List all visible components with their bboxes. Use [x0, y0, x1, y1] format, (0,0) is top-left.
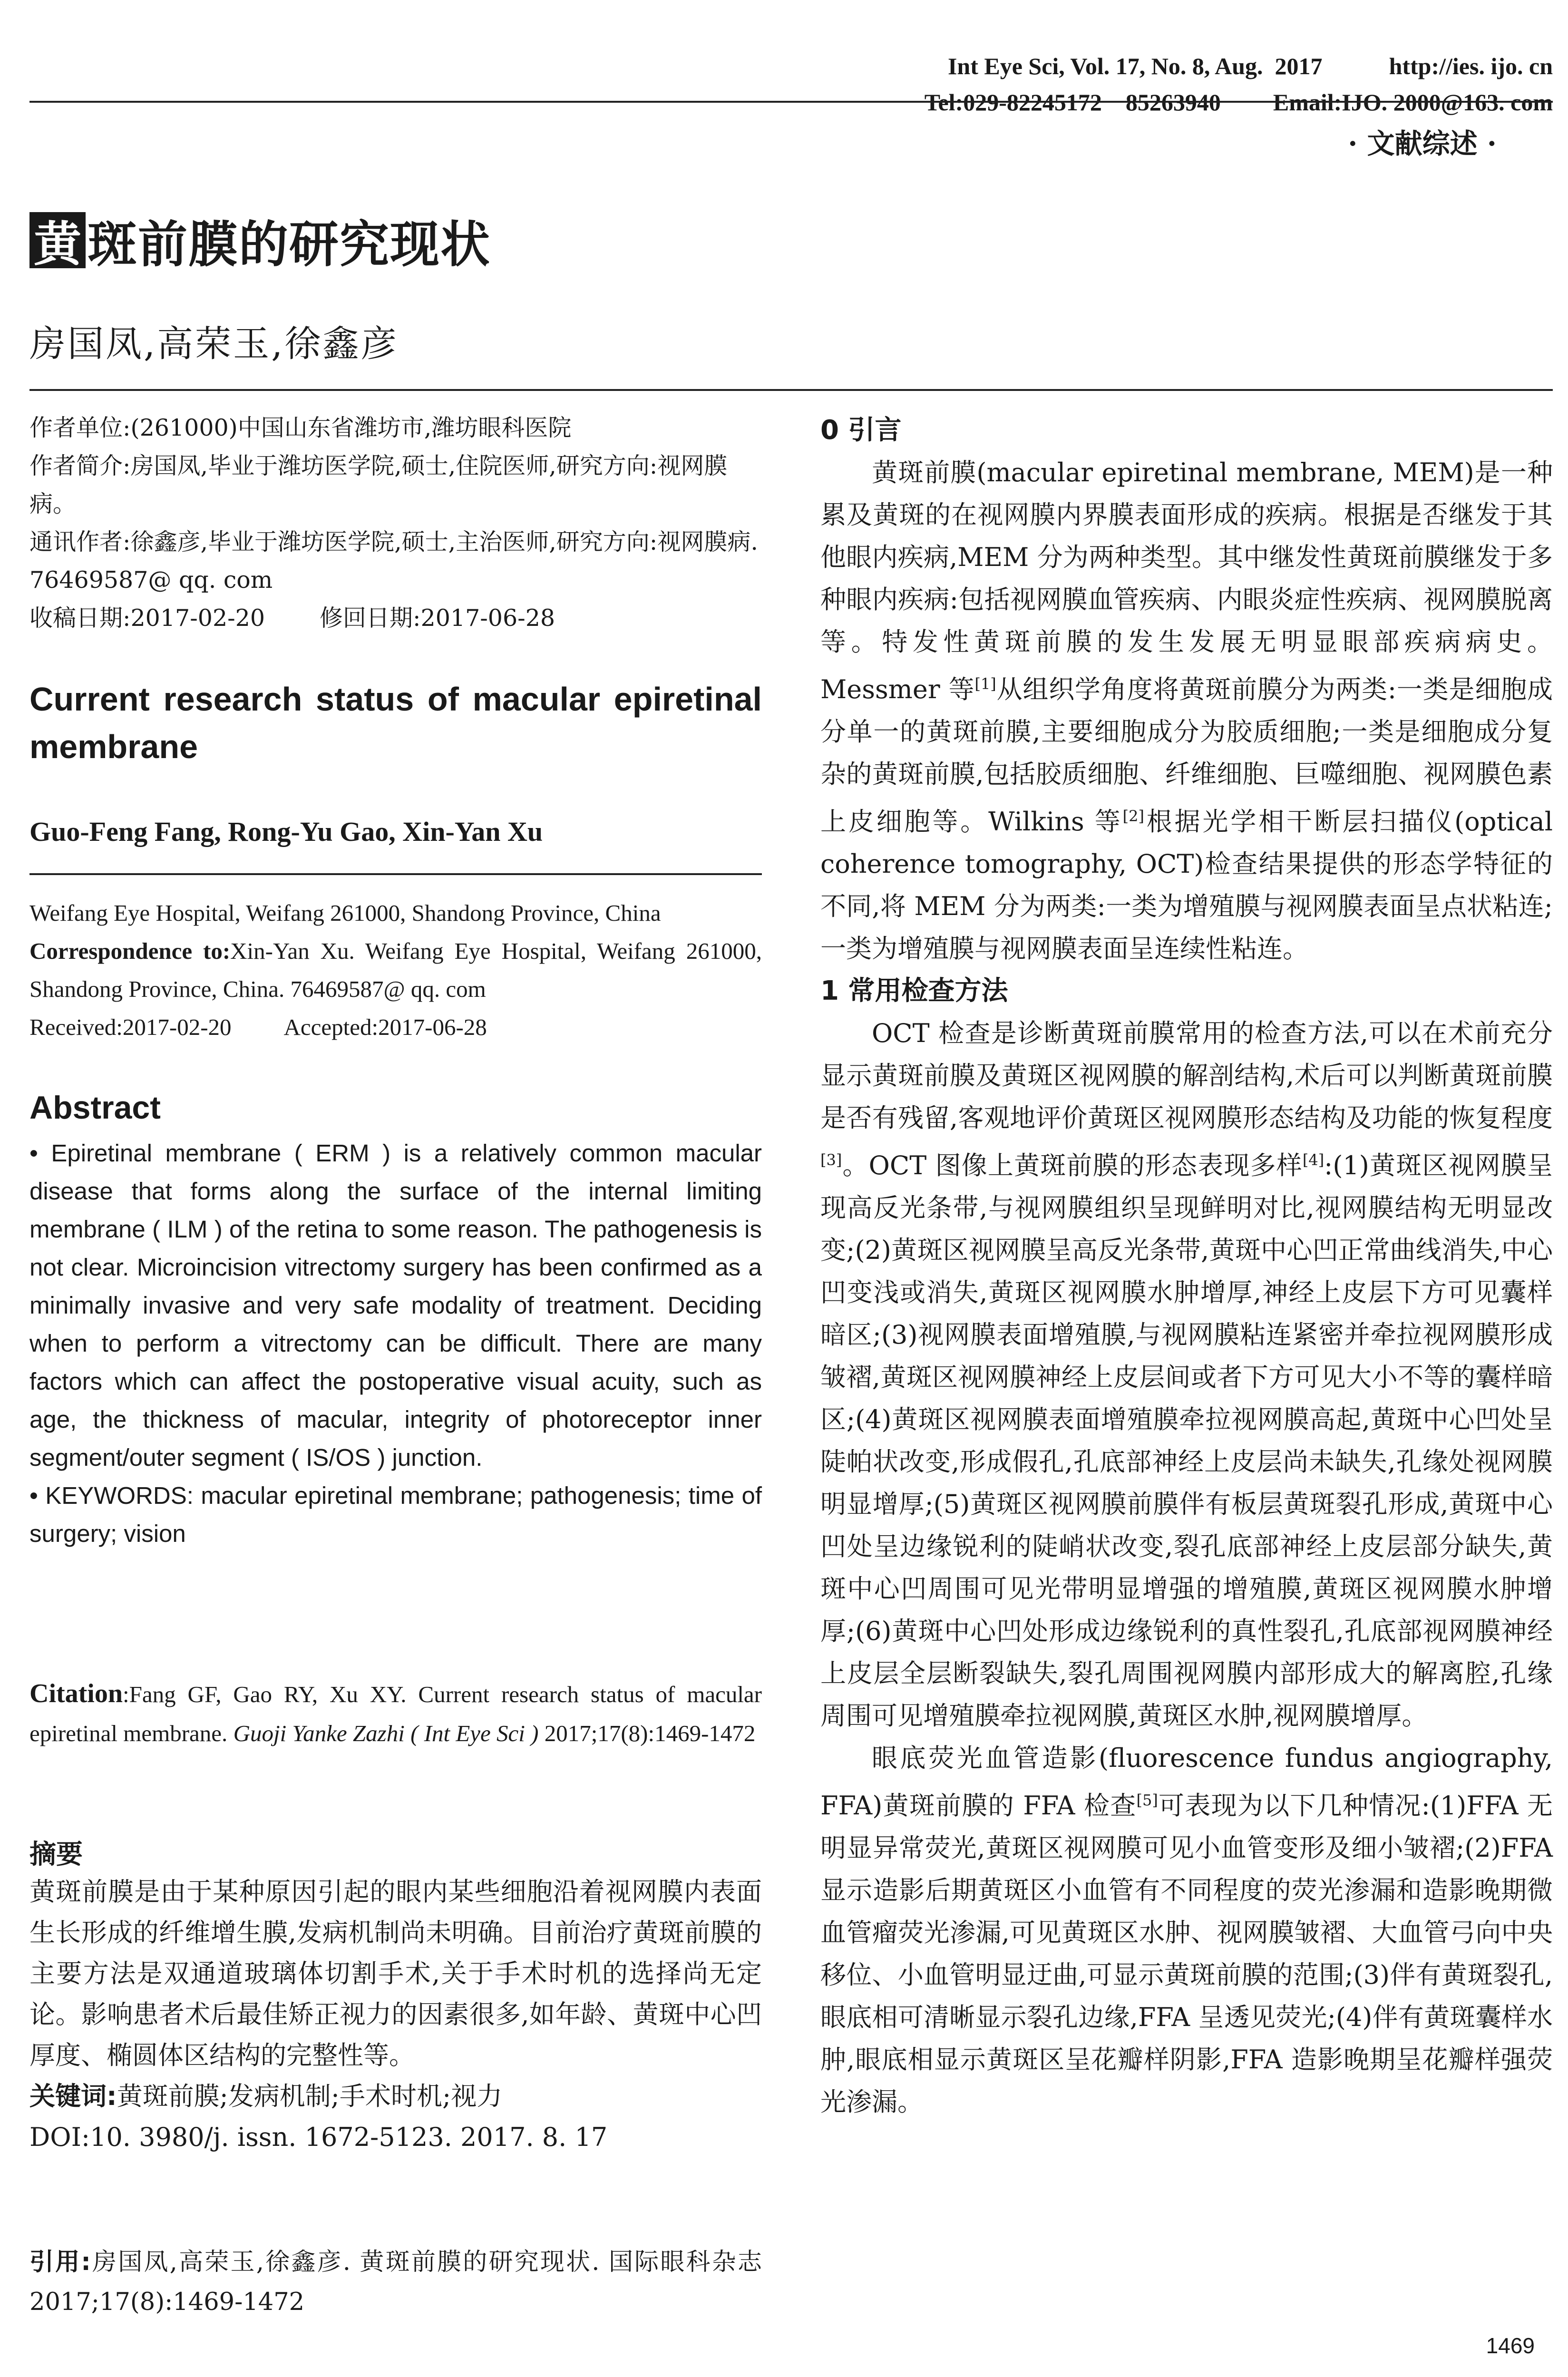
citation-journal: Guoji Yanke Zazhi ( Int Eye Sci ): [233, 1720, 539, 1746]
corresponding-author: 通讯作者:徐鑫彦,毕业于潍坊医学院,硕士,主治医师,研究方向:视网膜病. 76469587@ qq. com: [29, 528, 758, 594]
citation-en: [29, 1674, 762, 1753]
paragraph-text: 。OCT 图像上黄斑前膜的形态表现多样: [842, 1150, 1303, 1180]
title-drop-char: 黄: [29, 212, 86, 268]
accepted-date-en: Accepted:2017-06-28: [283, 1014, 487, 1040]
doi: DOI:10. 3980/j. issn. 1672-5123. 2017. 8. 17: [29, 2122, 608, 2152]
reference-2[interactable]: [2]: [1122, 807, 1144, 825]
author-unit: 作者单位:(261000)中国山东省潍坊市,潍坊眼科医院: [29, 414, 572, 441]
section-heading-intro: 0 引言: [820, 415, 902, 446]
citation-cn: [29, 2242, 762, 2322]
authors-cn: 房国凤,高荣玉,徐鑫彦: [29, 322, 399, 365]
author-info-cn: [29, 409, 762, 637]
abstract-cn-text: 黄斑前膜是由于某种原因引起的眼内某些细胞沿着视网膜内表面生长形成的纤维增生膜,发病机制尚未明确。目前治疗黄斑前膜的主要方法是双通道玻璃体切割手术,关于手术时机的选择尚无定论。影响患者术后最佳矫正视力的因素很多,如年龄、黄斑中心凹厚度、椭圆体区结构的完整性等。: [29, 1877, 762, 2070]
correspondence-text: Xin-Yan Xu. Weifang Eye Hospital, Weifang 261000, Shandong Province, China. 76469587@ qq. com: [29, 938, 762, 1002]
reference-4[interactable]: [4]: [1302, 1151, 1325, 1169]
revised-date-cn: 修回日期:2017-06-28: [320, 604, 555, 632]
dates-en: [29, 1008, 762, 1046]
abstract-body: [29, 1134, 762, 1553]
author-info-en: [29, 894, 762, 1046]
paragraph-ffa: [820, 1737, 1553, 2123]
abstract-cn-heading: 摘要: [29, 1839, 83, 1870]
english-title: Current research status of macular epiretinal membrane: [29, 681, 762, 765]
keywords-cn-text: 黄斑前膜;发病机制;手术时机;视力: [117, 2081, 503, 2111]
citation-tail: 2017;17(8):1469-1472: [544, 1720, 756, 1746]
section-heading-methods: 1 常用检查方法: [820, 975, 1008, 1006]
title-text: 斑前膜的研究现状: [88, 215, 491, 273]
header-rule: [29, 101, 1553, 103]
english-authors: Guo-Feng Fang, Rong-Yu Gao, Xin-Yan Xu: [29, 816, 543, 847]
reference-1[interactable]: [1]: [974, 675, 996, 693]
paragraph-oct: [820, 1012, 1553, 1737]
paragraph-text: :(1)黄斑区视网膜呈现高反光条带,与视网膜组织呈现鲜明对比,视网膜结构无明显改变;(2)黄斑区视网膜呈高反光条带,黄斑中心凹正常曲线消失,中心凹变浅或消失,黄斑区视网膜水肿增厚,神经上皮层下方可见囊样暗区;(3)视网膜表面增殖膜,与视网膜粘连紧密并牵拉视网膜形成皱褶,黄斑区视网膜神经上皮层间或者下方可见大小不等的囊样暗区;(4)黄斑区视网膜表面增殖膜牵拉视网膜高起,黄斑中心凹处呈陡帕状改变,形成假孔,孔底部神经上皮层尚未缺失,孔缘处视网膜明显增厚;(5)黄斑区视网膜前膜伴有板层黄斑裂孔形成,黄斑中心凹处呈边缘锐利的陡峭状改变,裂孔底部神经上皮层部分缺失,黄斑中心凹周围可见光带明显增强的增殖膜,黄斑区视网膜水肿增厚;(6)黄斑中心凹处形成边缘锐利的真性裂孔,孔底部视网膜神经上皮层全层断裂缺失,裂孔周围视网膜内部形成大的解离腔,孔缘周围可见增殖膜牵拉视网膜,黄斑区水肿,视网膜增厚。: [820, 1150, 1553, 1731]
paragraph-text: OCT 检查是诊断黄斑前膜常用的检查方法,可以在术前充分显示黄斑前膜及黄斑区视网膜的解剖结构,术后可以判断黄斑前膜是否有残留,客观地评价黄斑区视网膜形态结构及功能的恢复程度: [820, 1018, 1553, 1133]
correspondence-label: Correspondence to:: [29, 938, 231, 964]
journal-url: http://ies. ijo. cn: [1389, 53, 1553, 79]
paragraph-text: 眼底荧光血管造影(fluorescence fundus angiography, FFA)黄斑前膜的 FFA 检查: [820, 1743, 1553, 1821]
journal-info: Int Eye Sci, Vol. 17, No. 8, Aug. 2017: [947, 53, 1323, 79]
correspondence-en: [29, 932, 762, 1008]
received-date-en: Received:2017-02-20: [29, 1014, 232, 1040]
title-rule: [29, 389, 1553, 391]
section-tag: · 文献综述 ·: [1348, 127, 1497, 160]
paragraph-intro: [820, 451, 1553, 970]
journal-email: Email:IJO. 2000@163. com: [1273, 89, 1553, 116]
citation-cn-text: 房国凤,高荣玉,徐鑫彦. 黄斑前膜的研究现状. 国际眼科杂志 2017;17(8):1469-1472: [29, 2248, 762, 2316]
dates-cn: [29, 599, 762, 637]
paragraph-text: 从组织学角度将黄斑前膜分为两类:一类是细胞成分单一的黄斑前膜,主要细胞成分为胶质细胞;一类是细胞成分复杂的黄斑前膜,包括胶质细胞、纤维细胞、巨噬细胞、视网膜色素上皮细胞等。Wilkins 等: [820, 674, 1553, 837]
keywords-en: • KEYWORDS: macular epiretinal membrane; pathogenesis; time of surgery; vision: [29, 1482, 762, 1547]
running-header-line2: [913, 61, 1553, 116]
keywords-cn-label: 关键词:: [29, 2081, 117, 2111]
article-body: [820, 409, 1553, 2123]
page-number: 1469: [1486, 2333, 1535, 2358]
reference-3[interactable]: [3]: [820, 1151, 842, 1169]
abstract-heading: Abstract: [29, 1090, 161, 1126]
citation-label: Citation: [29, 1679, 123, 1708]
paragraph-text: 黄斑前膜(macular epiretinal membrane, MEM)是一种累及黄斑的在视网膜内界膜表面形成的疾病。根据是否继发于其他眼内疾病,MEM 分为两种类型。其中继发性黄斑前膜继发于多种眼内疾病:包括视网膜血管疾病、内眼炎症性疾病、视网膜脱离等。特发性黄斑前膜的发生发展无明显眼部疾病病史。Messmer 等: [820, 458, 1553, 704]
abstract-text: • Epiretinal membrane ( ERM ) is a relatively common macular disease that forms along the surface of the internal limiting membrane ( ILM ) of the retina to some reason. The pathogenesis is not clear. Microincision vitrectomy surgery has been confirmed as a minimally invasive and very safe modality of treatment. Deciding when to perform a vitrectomy can be difficult. There are many factors which can affect the postoperative visual acuity, such as age, the thickness of macular, integrity of photoreceptor inner segment/outer segment ( IS/OS ) junction.: [29, 1140, 762, 1471]
english-block-rule: [29, 873, 762, 875]
reference-5[interactable]: [5]: [1136, 1791, 1158, 1809]
journal-tel: Tel:029-82245172 85263940: [924, 89, 1221, 116]
article-title: [29, 205, 491, 276]
citation-text: :Fang GF, Gao RY, Xu XY. Current research status of macular epiretinal membrane.: [29, 1681, 762, 1746]
affiliation-en: Weifang Eye Hospital, Weifang 261000, Shandong Province, China: [29, 900, 661, 926]
paragraph-text: 可表现为以下几种情况:(1)FFA 无明显异常荧光,黄斑区视网膜可见小血管变形及细小皱褶;(2)FFA 显示造影后期黄斑区小血管有不同程度的荧光渗漏和造影晚期微血管瘤荧光渗漏,可见黄斑区水肿、视网膜皱褶、大血管弓向中央移位、小血管明显迂曲,可显示黄斑前膜的范围;(3)伴有黄斑裂孔,眼底相可清晰显示裂孔边缘,FFA 呈透见荧光;(4)伴有黄斑囊样水肿,眼底相显示黄斑区呈花瓣样阴影,FFA 造影晚期呈花瓣样强荧光渗漏。: [820, 1791, 1553, 2117]
abstract-cn-body: [29, 1871, 762, 2158]
paragraph-text: 根据光学相干断层扫描仪(optical coherence tomography, OCT)检查结果提供的形态学特征的不同,将 MEM 分为两类:一类为增殖膜与视网膜表面呈点状粘连;一类为增殖膜与视网膜表面呈连续性粘连。: [820, 807, 1553, 964]
received-date-cn: 收稿日期:2017-02-20: [29, 604, 265, 632]
author-intro: 作者简介:房国凤,毕业于潍坊医学院,硕士,住院医师,研究方向:视网膜病。: [29, 452, 728, 517]
keywords-cn: [29, 2076, 762, 2117]
citation-cn-label: 引用:: [29, 2248, 91, 2276]
